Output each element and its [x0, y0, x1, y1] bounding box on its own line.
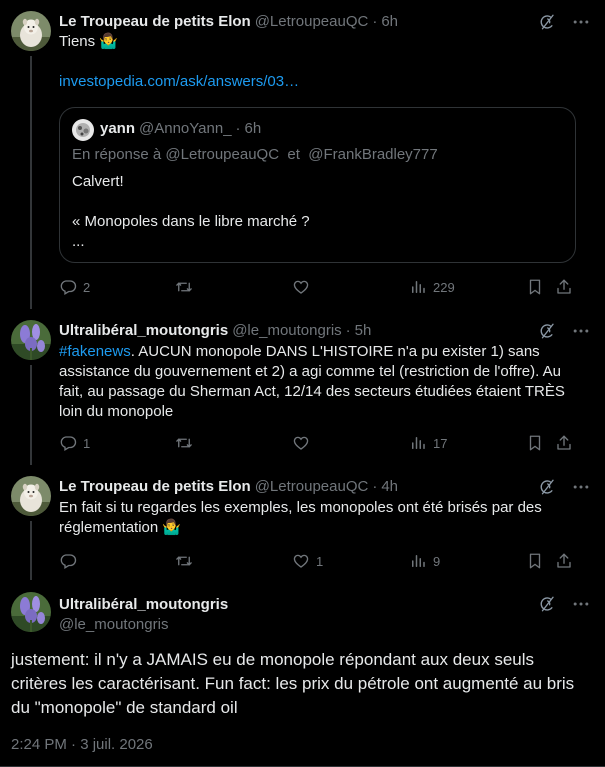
tweet-link[interactable]: investopedia.com/ask/answers/03…	[59, 73, 300, 90]
reply-icon	[59, 278, 77, 296]
quote-line-3: ...	[72, 233, 85, 250]
avatar[interactable]	[11, 476, 51, 516]
author-handle[interactable]: @le_moutongris	[59, 615, 169, 633]
reply-button[interactable]	[59, 433, 90, 453]
tweet-header	[59, 476, 605, 496]
main-tweet-timestamp[interactable]: 2:24 PM · 3 juil. 2026	[11, 736, 153, 753]
reply-count: 1	[83, 435, 91, 451]
reply-icon	[59, 552, 77, 570]
tweet-text: En fait si tu regardes les exemples, les monopoles ont été brisés par des réglementation 🤷‍♂️	[59, 499, 542, 536]
like-button[interactable]	[292, 551, 323, 571]
author-name[interactable]: Ultralibéral_moutongris	[59, 321, 229, 339]
author-handle[interactable]: @le_moutongris	[232, 321, 342, 339]
action-bar	[59, 551, 605, 571]
retweet-icon	[175, 278, 193, 296]
tweet-1[interactable]	[0, 0, 605, 309]
like-button[interactable]	[292, 433, 316, 453]
like-count: 1	[316, 553, 324, 569]
author-handle[interactable]: @LetroupeauQC	[254, 477, 369, 495]
views-count: 17	[433, 435, 448, 451]
bookmark-icon	[526, 434, 544, 452]
author-handle[interactable]: @LetroupeauQC	[254, 12, 369, 30]
quote-header	[100, 120, 261, 137]
tweet-handle-row	[59, 614, 605, 634]
quote-tweet[interactable]	[59, 107, 576, 263]
grok-icon[interactable]	[538, 13, 556, 31]
reply-and: et	[287, 146, 300, 163]
quote-text	[72, 172, 563, 252]
hashtag-link[interactable]: #fakenews	[59, 343, 131, 360]
reply-user-1: @LetroupeauQC	[165, 146, 280, 163]
tweet-2[interactable]	[0, 309, 605, 465]
more-icon[interactable]	[571, 12, 591, 32]
tweet-text	[59, 342, 587, 422]
author-name[interactable]: Le Troupeau de petits Elon	[59, 477, 251, 495]
views-button[interactable]	[409, 551, 440, 571]
more-icon[interactable]	[571, 594, 591, 614]
avatar	[72, 119, 94, 141]
avatar[interactable]	[11, 11, 51, 51]
grok-icon[interactable]	[538, 322, 556, 340]
grok-icon[interactable]	[538, 478, 556, 496]
reply-icon	[59, 434, 77, 452]
main-tweet-text: justement: il n'y a JAMAIS eu de monopole répondant aux deux seuls critères les caractérisant. Fun fact: les prix du pétrole ont augmenté au bris du "monopole" de standard oil	[11, 650, 575, 717]
more-icon[interactable]	[571, 321, 591, 341]
reply-button[interactable]	[59, 277, 90, 297]
share-button[interactable]	[555, 551, 573, 571]
share-icon	[555, 434, 573, 452]
like-icon	[292, 278, 310, 296]
thread-line	[30, 365, 32, 465]
tweet-time[interactable]: 4h	[381, 477, 399, 495]
retweet-button[interactable]	[175, 277, 199, 297]
quote-author-name: yann	[100, 120, 136, 137]
views-icon	[409, 434, 427, 452]
share-icon	[555, 552, 573, 570]
views-button[interactable]	[409, 277, 455, 297]
separator: ·	[372, 12, 378, 30]
thread-line	[30, 56, 32, 309]
like-icon	[292, 434, 310, 452]
reply-context	[72, 146, 438, 163]
like-icon	[292, 552, 310, 570]
thread-line	[30, 521, 32, 580]
tweet-text: Tiens 🤷‍♂️	[59, 33, 118, 50]
tweet-body: . AUCUN monopole DANS L'HISTOIRE n'a pu exister 1) sans assistance du gouvernement et 2) a agi comme tel (restriction de l'offre). Au fait, au passage du Sherman Act, 12/14 des secteurs étudiées étaient TRÈS loin du monopole	[59, 343, 565, 420]
quote-line-1: Calvert!	[72, 173, 124, 190]
action-bar	[59, 277, 605, 297]
tweet-time[interactable]: 6h	[381, 12, 399, 30]
more-icon[interactable]	[571, 477, 591, 497]
retweet-button[interactable]	[175, 433, 199, 453]
avatar[interactable]	[11, 320, 51, 360]
bookmark-button[interactable]	[526, 433, 544, 453]
main-tweet	[0, 580, 605, 767]
grok-icon[interactable]	[538, 595, 556, 613]
bookmark-button[interactable]	[526, 551, 544, 571]
reply-user-2: @FrankBradley777	[308, 146, 438, 163]
reply-button[interactable]	[59, 551, 83, 571]
quote-line-2: « Monopoles dans le libre marché ?	[72, 213, 310, 230]
retweet-icon	[175, 552, 193, 570]
views-count: 229	[433, 279, 455, 295]
tweet-time[interactable]: 5h	[354, 321, 372, 339]
bookmark-icon	[526, 552, 544, 570]
retweet-button[interactable]	[175, 551, 199, 571]
tweet-header	[59, 594, 605, 614]
separator: ·	[235, 120, 241, 137]
share-button[interactable]	[555, 433, 573, 453]
views-button[interactable]	[409, 433, 447, 453]
action-bar	[59, 433, 605, 453]
bookmark-button[interactable]	[526, 277, 544, 297]
share-icon	[555, 278, 573, 296]
views-count: 9	[433, 553, 441, 569]
like-button[interactable]	[292, 277, 316, 297]
tweet-3[interactable]	[0, 465, 605, 580]
views-icon	[409, 278, 427, 296]
tweet-header	[59, 11, 605, 31]
separator: ·	[372, 477, 378, 495]
quote-time: 6h	[244, 120, 262, 137]
reply-prefix: En réponse à	[72, 146, 162, 163]
author-name[interactable]: Le Troupeau de petits Elon	[59, 12, 251, 30]
tweet-header	[59, 320, 605, 340]
author-name[interactable]: Ultralibéral_moutongris	[59, 595, 229, 613]
retweet-icon	[175, 434, 193, 452]
separator: ·	[345, 321, 351, 339]
reply-count: 2	[83, 279, 91, 295]
quote-author-handle: @AnnoYann_	[139, 120, 232, 137]
share-button[interactable]	[555, 277, 573, 297]
bookmark-icon	[526, 278, 544, 296]
views-icon	[409, 552, 427, 570]
avatar[interactable]	[11, 592, 51, 632]
